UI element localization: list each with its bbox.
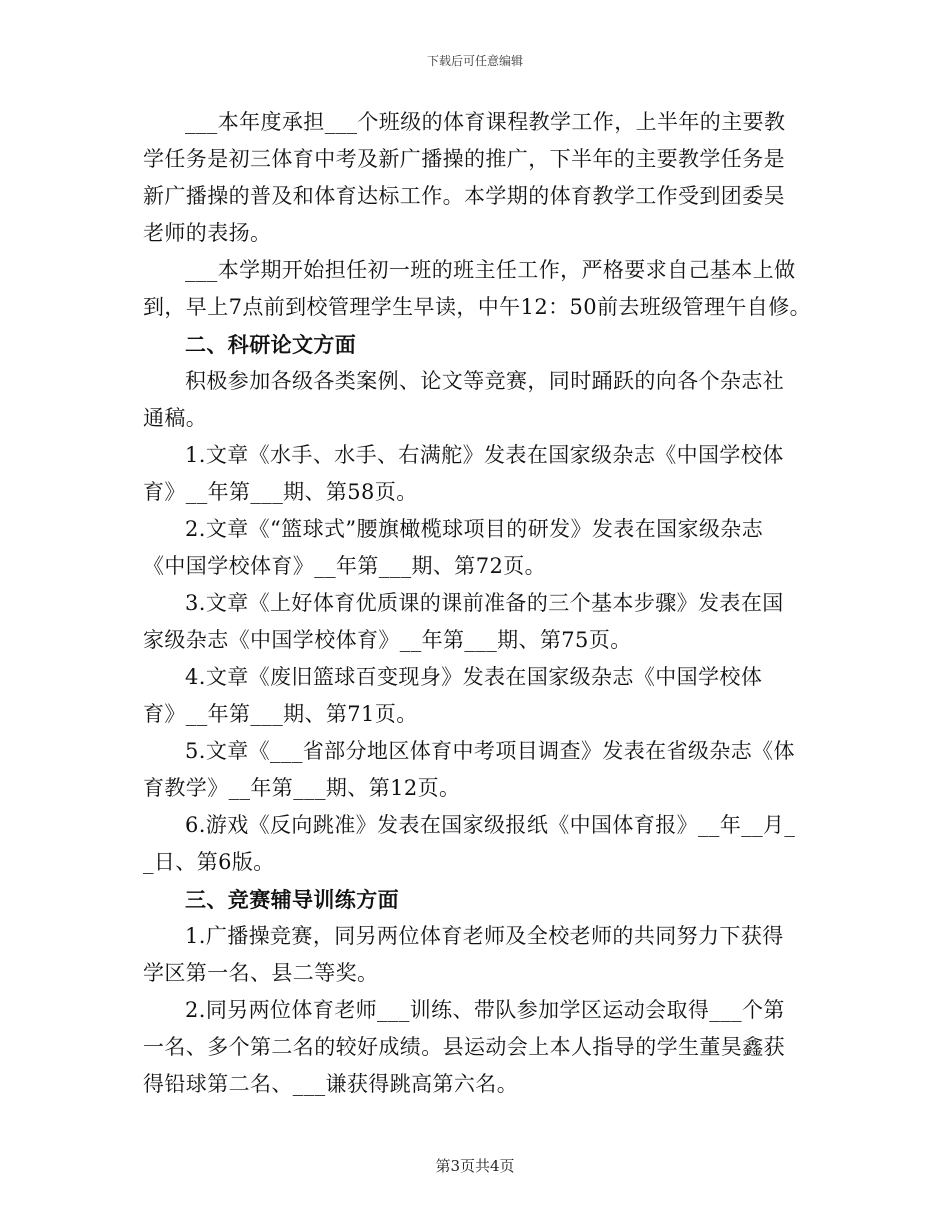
- paragraph-line: 《中国学校体育》__年第___期、第72页。: [143, 554, 547, 578]
- document-body: [143, 104, 811, 1103]
- paragraph-line: 老师的表扬。: [143, 221, 272, 245]
- paragraph-line: _日、第6版。: [143, 850, 275, 874]
- section-heading: 二、科研论文方面: [185, 332, 357, 357]
- paragraph-line: 育》__年第___期、第58页。: [143, 480, 418, 504]
- paragraph-line: 新广播操的普及和体育达标工作。本学期的体育教学工作受到团委吴: [143, 184, 785, 208]
- paragraph-line: 学区第一名、县二等奖。: [143, 961, 379, 985]
- paragraph-line: 育教学》__年第___期、第12页。: [143, 776, 461, 800]
- paragraph-line: 通稿。: [143, 406, 208, 430]
- paragraph-line: ___本学期开始担任初一班的班主任工作，严格要求自己基本上做: [185, 258, 796, 282]
- paragraph-line: ___本年度承担___个班级的体育课程教学工作，上半年的主要教: [185, 110, 786, 134]
- paragraph-line: 学任务是初三体育中考及新广播操的推广，下半年的主要教学任务是: [143, 147, 785, 171]
- paragraph-line: 1.广播操竞赛，同另两位体育老师及全校老师的共同努力下获得: [185, 924, 784, 948]
- paragraph-line: 5.文章《___省部分地区体育中考项目调查》发表在省级杂志《体: [185, 739, 795, 763]
- paragraph-line: 到，早上7点前到校管理学生早读，中午12：50前去班级管理午自修。: [143, 295, 812, 319]
- paragraph-line: 得铅球第二名、___谦获得跳高第六名。: [143, 1072, 519, 1096]
- paragraph-line: 3.文章《上好体育优质课的课前准备的三个基本步骤》发表在国: [185, 591, 784, 615]
- paragraph-line: 1.文章《水手、水手、右满舵》发表在国家级杂志《中国学校体: [185, 443, 784, 467]
- paragraph-line: 积极参加各级各类案例、论文等竞赛，同时踊跃的向各个杂志社: [185, 369, 785, 393]
- paragraph-line: 4.文章《废旧篮球百变现身》发表在国家级杂志《中国学校体: [185, 665, 763, 689]
- paragraph-line: 家级杂志《中国学校体育》__年第___期、第75页。: [143, 628, 632, 652]
- paragraph-line: 育》__年第___期、第71页。: [143, 702, 418, 726]
- paragraph-line: 一名、多个第二名的较好成绩。县运动会上本人指导的学生董昊鑫获: [143, 1035, 785, 1059]
- paragraph-line: 2.文章《“篮球式”腰旗橄榄球项目的研发》发表在国家级杂志: [185, 517, 764, 541]
- paragraph-line: 6.游戏《反向跳准》发表在国家级报纸《中国体育报》__年__月_: [185, 813, 796, 837]
- paragraph-line: 2.同另两位体育老师___训练、带队参加学区运动会取得___个第: [185, 998, 785, 1022]
- section-heading: 三、竞赛辅导训练方面: [185, 887, 399, 912]
- page-header: 下载后可任意编辑: [426, 54, 523, 68]
- page-footer: 第3页共4页: [435, 1157, 515, 1175]
